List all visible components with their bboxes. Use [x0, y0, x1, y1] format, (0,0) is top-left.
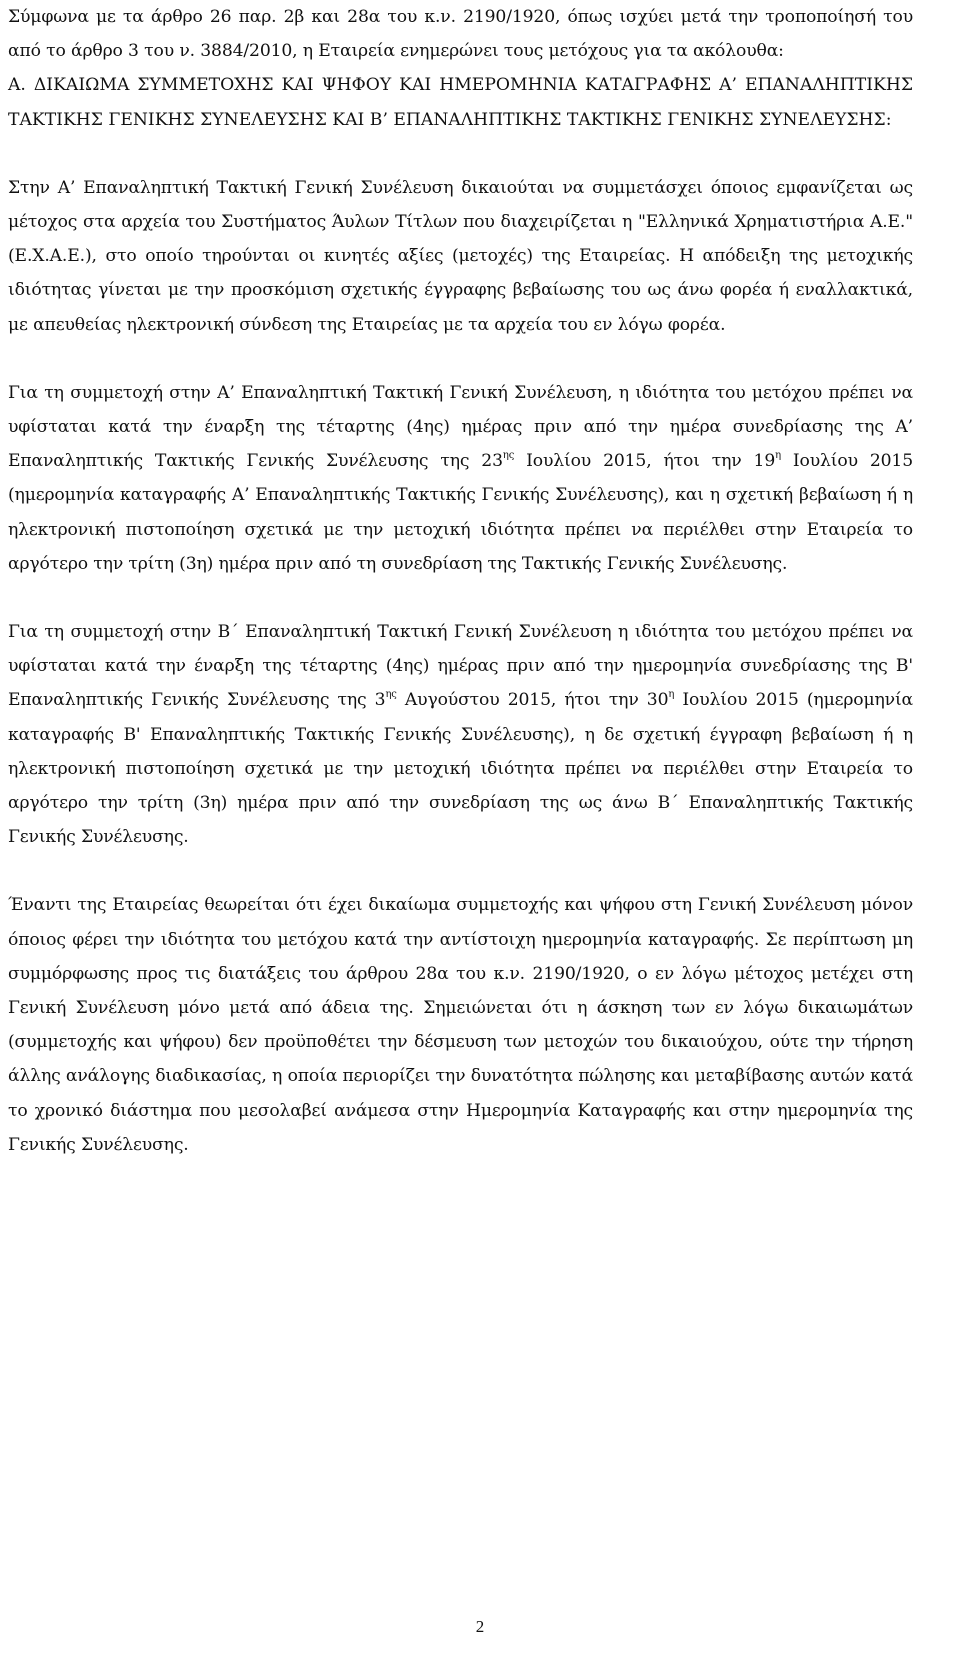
document-body	[8, 0, 913, 1162]
paragraph-first-repeat-meeting: Για τη συμμετοχή στην Α’ Επαναληπτική Τακτική Γενική Συνέλευση, η ιδιότητα του μετόχου πρέπει να υφίσταται κατά την έναρξη της τέταρτης (4ης) ημέρας πριν από την ημέρα συνεδρίασης της Α’ Επαναληπτικής Τακτικής Γενικής Συνέλευσης της $23^{\eta\varsigma}$ Ιουλίου 2015, ήτοι την $19^\eta$ Ιουλίου 2015 (ημερομηνία καταγραφής Α’ Επαναληπτικής Τακτικής Γενικής Συνέλευσης), και η σχετική βεβαίωση ή η ηλεκτρονική πιστοποίηση σχετικά με την μετοχική ιδιότητα πρέπει να περιέλθει στην Εταιρεία το αργότερο την τρίτη (3η) ημέρα πριν από τη συνεδρίαση της Τακτικής Γενικής Συνέλευσης.	[8, 382, 913, 574]
intro-paragraph: Σύμφωνα με τα άρθρο 26 παρ. 2β και 28α του κ.ν. 2190/1920, όπως ισχύει μετά την τροποποίησή του από το άρθρο 3 του ν. 3884/2010, η Εταιρεία ενημερώνει τους μετόχους για τα ακόλουθα:	[8, 7, 913, 62]
spacer	[8, 137, 913, 171]
spacer	[8, 581, 913, 615]
section-heading: Α. ΔΙΚΑΙΩΜΑ ΣΥΜΜΕΤΟΧΗΣ ΚΑΙ ΨΗΦΟΥ ΚΑΙ ΗΜΕΡΟΜΗΝΙΑ ΚΑΤΑΓΡΑΦΗΣ Α’ ΕΠΑΝΑΛΗΠΤΙΚΗΣ ΤΑΚΤΙΚΗΣ ΓΕΝΙΚΗΣ ΣΥΝΕΛΕΥΣΗΣ ΚΑΙ Β’ ΕΠΑΝΑΛΗΠΤΙΚΗΣ ΤΑΚΤΙΚΗΣ ΓΕΝΙΚΗΣ ΣΥΝΕΛΕΥΣΗΣ:	[8, 75, 913, 130]
paragraph-voting-rights: Έναντι της Εταιρείας θεωρείται ότι έχει δικαίωμα συμμετοχής και ψήφου στη Γενική Συνέλευση μόνον όποιος φέρει την ιδιότητα του μετόχου κατά την αντίστοιχη ημερομηνία καταγραφής. Σε περίπτωση μη συμμόρφωσης προς τις διατάξεις του άρθρου 28α του κ.ν. 2190/1920, ο εν λόγω μέτοχος μετέχει στη Γενική Συνέλευση μόνο μετά από άδεια της. Σημειώνεται ότι η άσκηση των εν λόγω δικαιωμάτων (συμμετοχής και ψήφου) δεν προϋποθέτει την δέσμευση των μετοχών του δικαιούχου, ούτε την τήρηση άλλης ανάλογης διαδικασίας, η οποία περιορίζει την δυνατότητα πώλησης και μεταβίβασης αυτών κατά το χρονικό διάστημα που μεσολαβεί ανάμεσα στην Ημερομηνία Καταγραφής και στην ημερομηνία της Γενικής Συνέλευσης.	[8, 895, 913, 1155]
page-number: 2	[475, 1617, 485, 1636]
paragraph-second-repeat-meeting: Για τη συμμετοχή στην Β΄ Επαναληπτική Τακτική Γενική Συνέλευση η ιδιότητα του μετόχου πρέπει να υφίσταται κατά την έναρξη της τέταρτης (4ης) ημέρας πριν από την ημερομηνία συνεδρίασης της Β' Επαναληπτικής Γενικής Συνέλευσης της $3^{\eta\varsigma}$ Αυγούστου 2015, ήτοι την $30^\eta$ Ιουλίου 2015 (ημερομηνία καταγραφής Β' Επαναληπτικής Τακτικής Γενικής Συνέλευσης), η δε σχετική έγγραφη βεβαίωση ή η ηλεκτρονική πιστοποίηση σχετικά με την μετοχική ιδιότητα πρέπει να περιέλθει στην Εταιρεία το αργότερο την τρίτη (3η) ημέρα πριν από την συνεδρίαση της ως άνω Β΄ Επαναληπτικής Τακτικής Γενικής Συνέλευσης.	[8, 622, 914, 848]
spacer	[8, 342, 913, 376]
paragraph-record-rights: Στην Α’ Επαναληπτική Τακτική Γενική Συνέλευση δικαιούται να συμμετάσχει όποιος εμφανίζεται ως μέτοχος στα αρχεία του Συστήματος Άυλων Τίτλων που διαχειρίζεται η "Ελληνικά Χρηματιστήρια Α.Ε." (Ε.Χ.Α.Ε.), στο οποίο τηρούνται οι κινητές αξίες (μετοχές) της Εταιρείας. Η απόδειξη της μετοχικής ιδιότητας γίνεται με την προσκόμιση σχετικής έγγραφης βεβαίωσης του ως άνω φορέα ή εναλλακτικά, με απευθείας ηλεκτρονική σύνδεση της Εταιρείας με τα αρχεία του εν λόγω φορέα.	[8, 177, 913, 335]
spacer	[8, 854, 913, 888]
